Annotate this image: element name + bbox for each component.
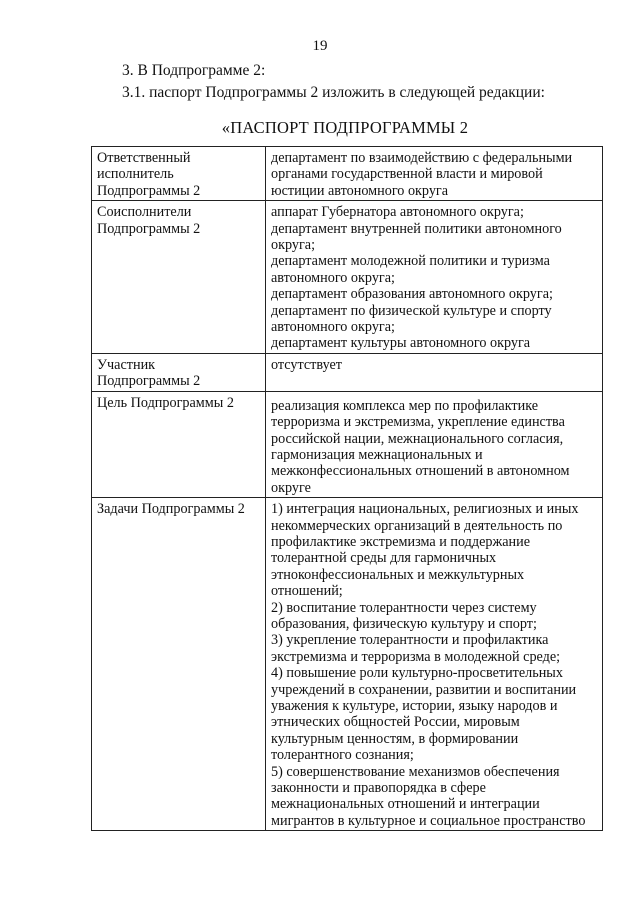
value-line: толерантного сознания;: [271, 747, 414, 764]
row-value-cell: [266, 498, 603, 831]
value-line: гармонизация межнациональных и: [271, 446, 483, 463]
label-line: Подпрограммы 2: [97, 182, 201, 199]
row-label-cell: [92, 201, 266, 354]
row-co-executors: [92, 201, 603, 354]
row-value-cell: [266, 201, 603, 354]
label-line: Участник: [97, 356, 156, 373]
value-line: образования, физическую культуру и спорт;: [271, 615, 537, 632]
value-line: российской нации, межнационального согласия,: [271, 430, 564, 447]
row-tasks: [92, 498, 603, 831]
row-label-cell: [92, 353, 266, 391]
value-line: экстремизма и терроризма в молодежной среде;: [271, 648, 561, 665]
value-line: округа;: [271, 237, 316, 254]
row-participant: [92, 353, 603, 391]
label-line: Задачи Подпрограммы 2: [97, 501, 245, 518]
value-line: департамент внутренней политики автономного: [271, 220, 562, 237]
value-line: отсутствует: [271, 356, 342, 373]
value-line: автономного округа;: [271, 269, 395, 286]
intro-line-2: 3.1. паспорт Подпрограммы 2 изложить в следующей редакции:: [122, 84, 545, 101]
label-line: Подпрограммы 2: [97, 373, 201, 390]
value-line: некоммерческих организаций в деятельность по: [271, 517, 563, 534]
value-line: 5) совершенствование механизмов обеспечения: [271, 763, 560, 780]
row-label-cell: [92, 498, 266, 831]
label-line: Подпрограммы 2: [97, 220, 201, 237]
value-line: реализация комплекса мер по профилактике: [271, 397, 539, 414]
value-line: департамент молодежной политики и туризма: [271, 253, 550, 270]
value-line: межконфессиональных отношений в автономном: [271, 463, 570, 480]
value-line: аппарат Губернатора автономного округа;: [271, 204, 524, 221]
value-line: 2) воспитание толерантности через систему: [271, 599, 537, 616]
page-number: 19: [312, 38, 328, 54]
value-line: департамент культуры автономного округа: [271, 335, 531, 352]
row-goal: [92, 391, 603, 497]
value-line: этнических общностей России, мировым: [271, 714, 520, 731]
value-line: законности и правопорядка в сфере: [271, 780, 486, 797]
value-line: юстиции автономного округа: [271, 182, 449, 199]
value-line: терроризма и экстремизма, укрепление единства: [271, 414, 565, 431]
label-line: Ответственный: [97, 150, 191, 166]
value-line: 4) повышение роли культурно-просветительных: [271, 665, 563, 682]
label-line: исполнитель: [97, 166, 174, 183]
value-line: департамент образования автономного округа;: [271, 286, 553, 303]
label-line: Соисполнители: [97, 204, 192, 221]
value-line: автономного округа;: [271, 319, 395, 336]
intro-line-1: 3. В Подпрограмме 2:: [122, 62, 266, 79]
row-value-cell: [266, 147, 603, 201]
value-line: департамент по взаимодействию с федеральными: [271, 150, 573, 166]
value-line: профилактике экстремизма и поддержание: [271, 533, 531, 550]
row-value-cell: [266, 391, 603, 497]
passport-title: «ПАСПОРТ ПОДПРОГРАММЫ 2: [221, 118, 469, 137]
value-line: мигрантов в культурное и социальное пространство: [271, 812, 586, 829]
row-label-cell: [92, 147, 266, 201]
value-line: отношений;: [271, 583, 343, 600]
label-line: Цель Подпрограммы 2: [97, 394, 234, 411]
value-line: межнациональных отношений и интеграции: [271, 796, 540, 813]
passport-table: [91, 146, 603, 831]
value-line: этноконфессиональных и межкультурных: [271, 566, 525, 583]
value-line: учреждений в сохранении, развитии и воспитании: [271, 681, 577, 698]
row-label-cell: [92, 391, 266, 497]
value-line: уважения к культуре, истории, языку народов и: [271, 698, 558, 714]
value-line: органами государственной власти и мировой: [271, 166, 543, 183]
value-line: 3) укрепление толерантности и профилактика: [271, 632, 549, 649]
value-line: департамент по физической культуре и спорту: [271, 302, 552, 319]
value-line: округе: [271, 479, 311, 496]
row-value-cell: [266, 353, 603, 391]
value-line: толерантной среды для гармоничных: [271, 550, 497, 567]
value-line: культурным ценностям, в формировании: [271, 730, 519, 747]
value-line: 1) интеграция национальных, религиозных и иных: [271, 501, 579, 518]
row-responsible-executor: [92, 147, 603, 201]
